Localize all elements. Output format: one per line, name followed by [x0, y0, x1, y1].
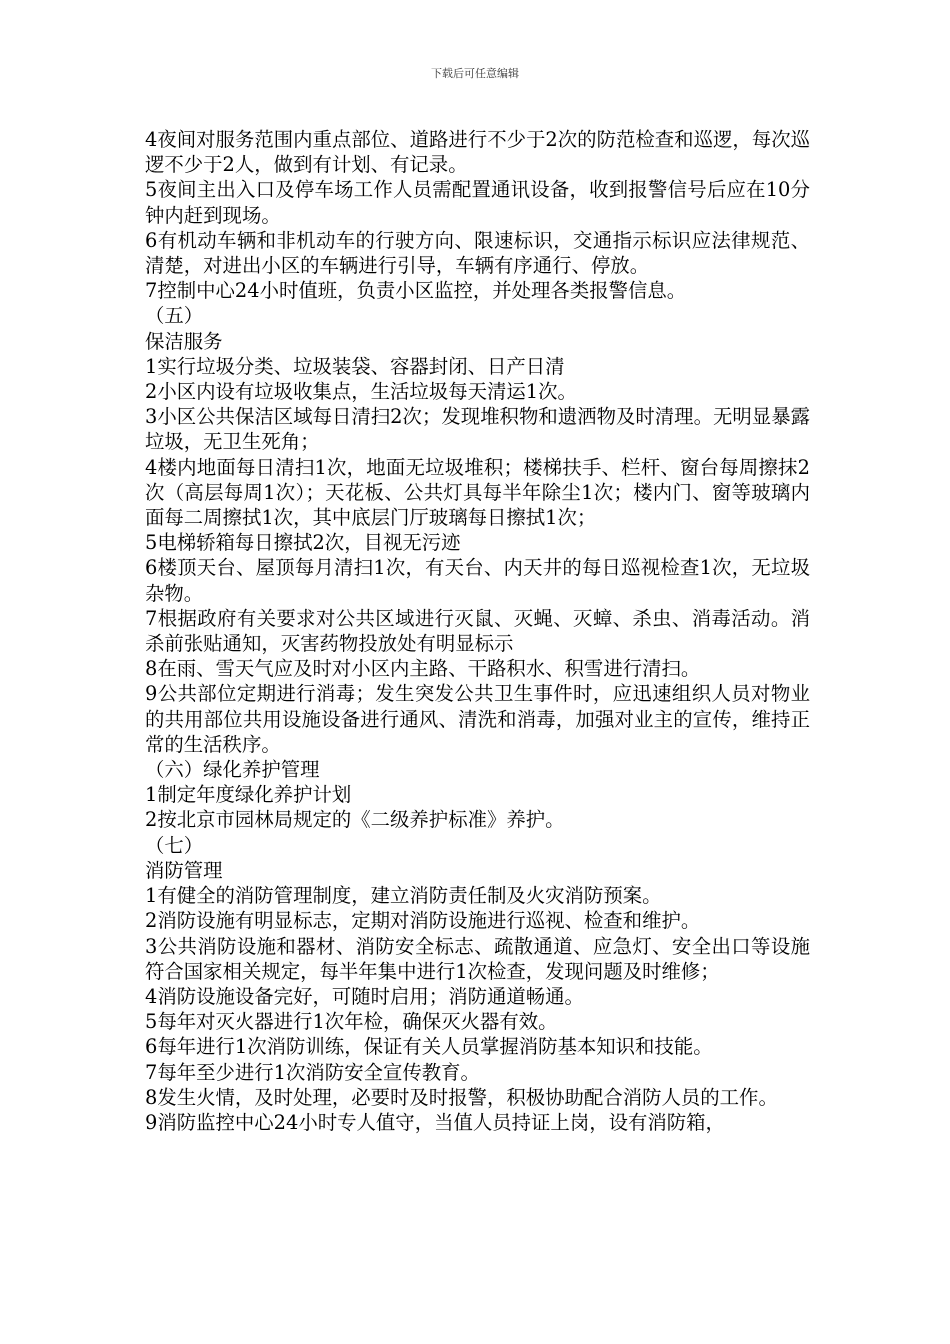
paragraph: 8发生火情，及时处理，必要时及时报警，积极协助配合消防人员的工作。: [145, 1085, 778, 1109]
paragraph: 7控制中心24小时值班，负责小区监控，并处理各类报警信息。: [145, 279, 687, 303]
section-heading: （六）绿化养护管理: [145, 758, 320, 782]
paragraph: 7根据政府有关要求对公共区域进行灭鼠、灭蝇、灭蟑、杀虫、消毒活动。消杀前张贴通知，灭害药物投放处有明显标示: [145, 606, 810, 656]
paragraph: 6有机动车辆和非机动车的行驶方向、限速标识，交通指示标识应法律规范、清楚，对进出小区的车辆进行引导，车辆有序通行、停放。: [145, 228, 810, 278]
paragraph: 9公共部位定期进行消毒；发生突发公共卫生事件时，应迅速组织人员对物业的共用部位共用设施设备进行通风、清洗和消毒，加强对业主的宣传，维持正常的生活秩序。: [145, 682, 810, 756]
paragraph: 2按北京市园林局规定的《二级养护标准》养护。: [145, 808, 565, 832]
paragraph: 7每年至少进行1次消防安全宣传教育。: [145, 1060, 480, 1084]
paragraph: 2消防设施有明显标志，定期对消防设施进行巡视、检查和维护。: [145, 909, 701, 933]
paragraph: 3公共消防设施和器材、消防安全标志、疏散通道、应急灯、安全出口等设施符合国家相关规定，每半年集中进行1次检查，发现问题及时维修；: [145, 934, 810, 983]
paragraph: 5电梯轿箱每日擦拭2次，目视无污迹: [145, 531, 461, 555]
paragraph: 2小区内设有垃圾收集点，生活垃圾每天清运1次。: [145, 380, 577, 404]
document-body: [145, 127, 810, 1135]
paragraph: 6楼顶天台、屋顶每月清扫1次，有天台、内天井的每日巡视检查1次，无垃圾杂物。: [145, 556, 810, 605]
page-header-note: 下载后可任意编辑: [431, 67, 519, 80]
paragraph: 1有健全的消防管理制度，建立消防责任制及火灾消防预案。: [145, 884, 662, 908]
paragraph: 4楼内地面每日清扫1次，地面无垃圾堆积；楼梯扶手、栏杆、窗台每周擦抹2次（高层每周1次）；天花板、公共灯具每半年除尘1次；楼内门、窗等玻璃内面每二周擦拭1次，其中底层门厅玻璃每日擦拭1次；: [145, 455, 810, 530]
section-number: （七）: [145, 833, 204, 857]
section-heading: 保洁服务: [145, 329, 223, 353]
paragraph: 5夜间主出入口及停车场工作人员需配置通讯设备，收到报警信号后应在10分钟内赶到现场。: [145, 178, 810, 227]
section-number: （五）: [145, 304, 204, 328]
paragraph: 4夜间对服务范围内重点部位、道路进行不少于2次的防范检查和巡逻，每次巡逻不少于2人，做到有计划、有记录。: [145, 128, 810, 177]
paragraph: 9消防监控中心24小时专人值守，当值人员持证上岗，设有消防箱，: [145, 1110, 725, 1134]
paragraph: 5每年对灭火器进行1次年检，确保灭火器有效。: [145, 1010, 558, 1034]
paragraph: 1实行垃圾分类、垃圾装袋、容器封闭、日产日清: [145, 354, 565, 378]
paragraph: 4消防设施设备完好，可随时启用；消防通道畅通。: [145, 984, 584, 1008]
paragraph: 3小区公共保洁区域每日清扫2次；发现堆积物和遗洒物及时清理。无明显暴露垃圾，无卫生死角；: [145, 405, 810, 454]
paragraph: 6每年进行1次消防训练，保证有关人员掌握消防基本知识和技能。: [145, 1035, 713, 1059]
paragraph: 8在雨、雪天气应及时对小区内主路、干路积水、积雪进行清扫。: [145, 657, 701, 681]
section-heading: 消防管理: [145, 858, 223, 882]
paragraph: 1制定年度绿化养护计划: [145, 783, 352, 807]
